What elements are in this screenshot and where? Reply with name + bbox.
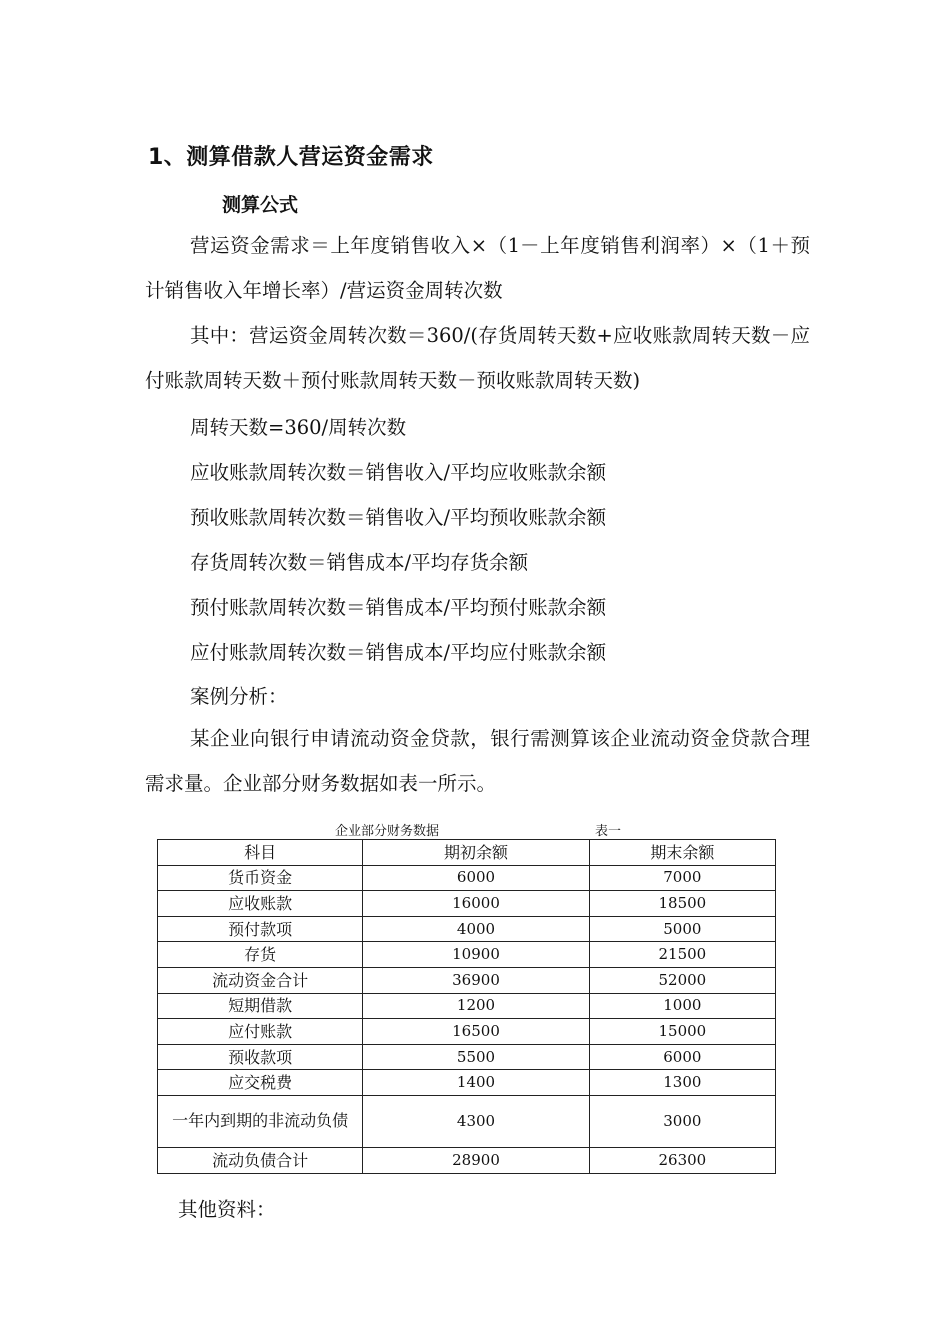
case-intro-paragraph: 某企业向银行申请流动资金贷款，银行需测算该企业流动资金贷款合理需求量。企业部分财务数据如表一所示。	[145, 727, 810, 795]
row-subject: 一年内到期的非流动负债	[158, 1095, 363, 1147]
section-heading: 1、测算借款人营运资金需求	[148, 145, 434, 170]
row-closing: 18500	[589, 891, 775, 917]
row-opening: 1400	[363, 1070, 589, 1096]
working-capital-formula: 营运资金需求＝上年度销售收入×（1－上年度销售利润率）×（1＋预计销售收入年增长率）/营运资金周转次数	[145, 234, 810, 302]
formula-line-payables: 应付账款周转次数＝销售成本/平均应付账款余额	[190, 641, 607, 664]
row-closing: 26300	[589, 1147, 775, 1173]
row-subject: 短期借款	[158, 993, 363, 1019]
table-row	[158, 1147, 776, 1173]
row-opening: 16500	[363, 1019, 589, 1045]
row-closing: 6000	[589, 1044, 775, 1070]
table-header-row	[158, 840, 776, 866]
table-row	[158, 865, 776, 891]
row-opening: 4000	[363, 916, 589, 942]
financial-data-table	[157, 839, 776, 1174]
formula-line-advance-receipts: 预收账款周转次数＝销售收入/平均预收账款余额	[190, 506, 607, 529]
row-opening: 1200	[363, 993, 589, 1019]
header-closing-balance: 期末余额	[589, 840, 775, 866]
row-opening: 16000	[363, 891, 589, 917]
turnover-formula: 其中：营运资金周转次数＝360/(存货周转天数+应收账款周转天数－应付账款周转天数＋预付账款周转天数－预收账款周转天数)	[145, 324, 810, 392]
row-subject: 流动资金合计	[158, 967, 363, 993]
table-caption-title: 企业部分财务数据	[335, 824, 440, 839]
formula-line-prepayments: 预付账款周转次数＝销售成本/平均预付账款余额	[190, 596, 607, 619]
table-row	[158, 1019, 776, 1045]
row-opening: 6000	[363, 865, 589, 891]
row-subject: 存货	[158, 942, 363, 968]
row-closing: 7000	[589, 865, 775, 891]
row-subject: 应收账款	[158, 891, 363, 917]
row-opening: 4300	[363, 1095, 589, 1147]
row-opening: 5500	[363, 1044, 589, 1070]
header-opening-balance: 期初余额	[363, 840, 589, 866]
formula-line-inventory: 存货周转次数＝销售成本/平均存货余额	[190, 551, 529, 574]
row-opening: 36900	[363, 967, 589, 993]
table-caption-label: 表一	[595, 824, 622, 839]
row-subject: 应交税费	[158, 1070, 363, 1096]
row-closing: 3000	[589, 1095, 775, 1147]
table-row	[158, 1044, 776, 1070]
row-closing: 1000	[589, 993, 775, 1019]
row-subject: 应付账款	[158, 1019, 363, 1045]
other-materials-label: 其他资料：	[178, 1198, 276, 1221]
case-analysis-label: 案例分析：	[190, 685, 288, 708]
row-closing: 15000	[589, 1019, 775, 1045]
table-row	[158, 891, 776, 917]
row-closing: 52000	[589, 967, 775, 993]
row-closing: 1300	[589, 1070, 775, 1096]
row-closing: 21500	[589, 942, 775, 968]
row-subject: 货币资金	[158, 865, 363, 891]
table-row	[158, 1095, 776, 1147]
formula-subheading: 测算公式	[222, 194, 299, 216]
table-row	[158, 993, 776, 1019]
table-row	[158, 967, 776, 993]
formula-line-receivables: 应收账款周转次数＝销售收入/平均应收账款余额	[190, 461, 607, 484]
table-row	[158, 1070, 776, 1096]
row-subject: 预付款项	[158, 916, 363, 942]
row-opening: 10900	[363, 942, 589, 968]
table-row	[158, 942, 776, 968]
header-subject: 科目	[158, 840, 363, 866]
row-subject: 流动负债合计	[158, 1147, 363, 1173]
row-opening: 28900	[363, 1147, 589, 1173]
formula-line-turnover-days: 周转天数=360/周转次数	[190, 416, 407, 439]
table-row	[158, 916, 776, 942]
row-closing: 5000	[589, 916, 775, 942]
row-subject: 预收款项	[158, 1044, 363, 1070]
